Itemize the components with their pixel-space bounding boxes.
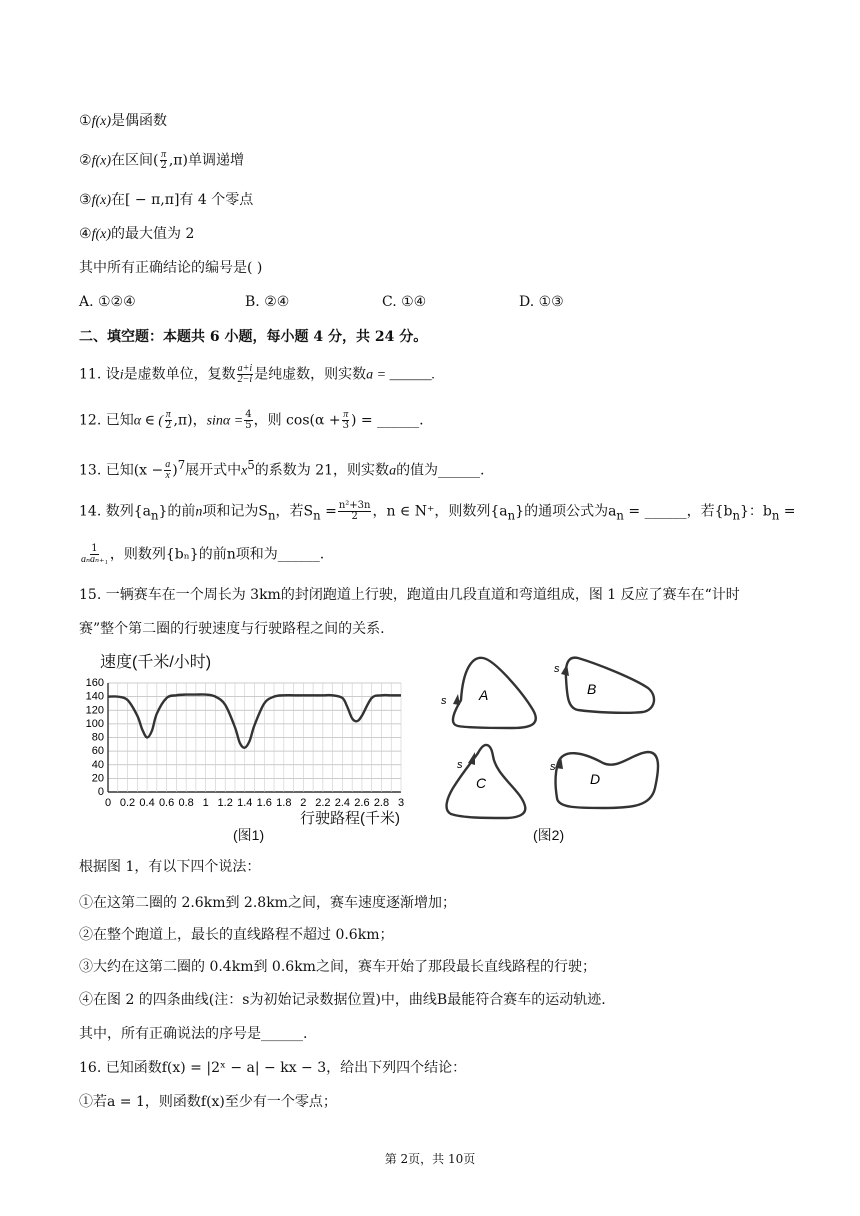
section-2-title: 二、填空题：本题共 6 小题，每小题 4 分，共 24 分。 bbox=[79, 329, 428, 345]
q10-question: 其中所有正确结论的编号是( ) bbox=[79, 260, 263, 276]
q16-statement-1: ①若a = 1，则函数f(x)至少有一个零点； bbox=[79, 1094, 337, 1110]
x-tick-label: 2.6 bbox=[354, 797, 370, 809]
x-tick-label: 2 bbox=[300, 797, 307, 809]
page-footer: 第 2页，共 10页 bbox=[384, 1152, 476, 1166]
speed-distance-chart bbox=[78, 645, 423, 845]
y-tick-label: 0 bbox=[97, 786, 104, 798]
x-tick-label: 1.2 bbox=[217, 797, 233, 809]
track-b bbox=[566, 658, 654, 713]
x-tick-label: 0 bbox=[104, 797, 112, 809]
question-16: 16. 已知函数f(x) = |2ˣ − a| − kx − 3，给出下列四个结论： bbox=[79, 1060, 467, 1076]
y-tick-label: 60 bbox=[91, 745, 104, 758]
x-tick-label: 2.8 bbox=[373, 797, 390, 809]
x-tick-label: 1.8 bbox=[276, 797, 292, 809]
track-c-arrow bbox=[468, 752, 475, 765]
q15-intro: 根据图 1，有以下四个说法： bbox=[79, 859, 261, 875]
track-d bbox=[556, 752, 658, 808]
x-tick-label: 1 bbox=[202, 797, 209, 809]
figure-2-tracks bbox=[433, 648, 673, 848]
q15-statement-2: ②在整个跑道上，最长的直线路程不超过 0.6km； bbox=[79, 927, 394, 943]
chart-title: 速度(千米/小时) bbox=[100, 654, 212, 671]
x-tick-label: 0.2 bbox=[119, 797, 136, 809]
track-a bbox=[453, 658, 536, 728]
label-a: A bbox=[479, 687, 489, 703]
start-label-c: s bbox=[457, 759, 463, 771]
label-b: B bbox=[587, 681, 597, 697]
figure-2-caption: (图2) bbox=[533, 827, 565, 843]
question-15-line2: 赛”整个第二圈的行驶速度与行驶路程之间的关系. bbox=[79, 621, 385, 637]
statement-4: ④f(x)的最大值为 2 bbox=[79, 226, 195, 242]
x-tick-label: 2.2 bbox=[315, 797, 331, 809]
x-tick-label: 0.8 bbox=[178, 797, 194, 809]
x-tick-label: 1.6 bbox=[256, 797, 272, 809]
y-tick-label: 160 bbox=[85, 677, 104, 689]
y-tick-label: 20 bbox=[91, 772, 104, 785]
y-tick-label: 80 bbox=[91, 731, 104, 744]
q15-statement-1: ①在这第二圈的 2.6km到 2.8km之间，赛车速度逐渐增加； bbox=[79, 895, 456, 911]
start-label-a: s bbox=[441, 695, 447, 707]
figure-1-caption: (图1) bbox=[233, 827, 265, 843]
x-tick-label: 3 bbox=[397, 797, 405, 809]
question-14: 14. 数列$\{a_n\}$的前n项和记为$S_n$，若$S_n$ = $\frac{\text{n²+3n}}{2}$ ，n ∈ N⁺，则数列$\{a_n\}$的通项公式为$a_n$ = ______，若$\{b_n\}$：$b_n$ = bbox=[79, 500, 796, 523]
option-b: B. ②④ bbox=[245, 294, 290, 310]
statement-3: ③f(x)在[ − π,π]有 4 个零点 bbox=[79, 192, 254, 208]
y-tick-label: 140 bbox=[85, 690, 104, 703]
label-d: D bbox=[590, 771, 601, 787]
x-tick-label: 0.4 bbox=[139, 797, 155, 809]
question-11: 11. 设i是虚数单位，复数 $\frac{a+i}{2-i}$ 是纯虚数，则实数a = ______. bbox=[79, 363, 436, 385]
statement-1: ①f(x)是偶函数 bbox=[79, 113, 167, 129]
x-tick-label: 2.4 bbox=[334, 797, 351, 809]
x-tick-label: 1.4 bbox=[237, 797, 253, 809]
q15-question: 其中，所有正确说法的序号是______. bbox=[79, 1026, 308, 1042]
q15-statement-4: ④在图 2 的四条曲线(注：s为初始记录数据位置)中，曲线B最能符合赛车的运动轨迹. bbox=[79, 992, 606, 1008]
statement-2: ②f(x)在区间( $\frac{\pi}{2}$ ,π)单调递增 bbox=[79, 149, 244, 171]
option-a: A. ①②④ bbox=[79, 294, 136, 310]
option-d: D. ①③ bbox=[519, 294, 564, 310]
question-15-line1: 15. 一辆赛车在一个周长为 3km的封闭跑道上行驶，跑道由几段直道和弯道组成，图 1 反应了赛车在“计时 bbox=[79, 587, 740, 603]
y-tick-label: 120 bbox=[85, 704, 104, 717]
start-label-d: s bbox=[550, 761, 556, 773]
x-axis-label: 行驶路程(千米) bbox=[300, 810, 400, 827]
question-13: 13. 已知(x − $\frac{a}{x}$ )$^7$展开式中$x^5$的系数为 21，则实数a的值为______. bbox=[79, 458, 485, 482]
y-tick-label: 40 bbox=[91, 758, 104, 771]
label-c: C bbox=[476, 775, 487, 791]
track-a-arrow bbox=[453, 694, 460, 705]
q15-statement-3: ③大约在这第二圈的 0.4km到 0.6km之间，赛车开始了那段最长直线路程的行驶； bbox=[79, 959, 596, 975]
question-12: 12. 已知α ∈ ( $\frac{\pi}{2}$ ,π)，sinα = $\frac{4}{5}$ ，则 cos(α + $\frac{\pi}{3}$ ) = ______. bbox=[79, 409, 424, 431]
y-tick-label: 100 bbox=[85, 717, 104, 730]
x-tick-label: 0.6 bbox=[158, 797, 175, 809]
track-b-arrow bbox=[561, 664, 569, 676]
start-label-b: s bbox=[554, 663, 560, 675]
option-c: C. ①④ bbox=[382, 294, 427, 310]
question-14-line2: $\frac{1}{\text{aₙaₙ₊₁}}$ ，则数列{bₙ}的前n项和为______. bbox=[81, 543, 325, 565]
